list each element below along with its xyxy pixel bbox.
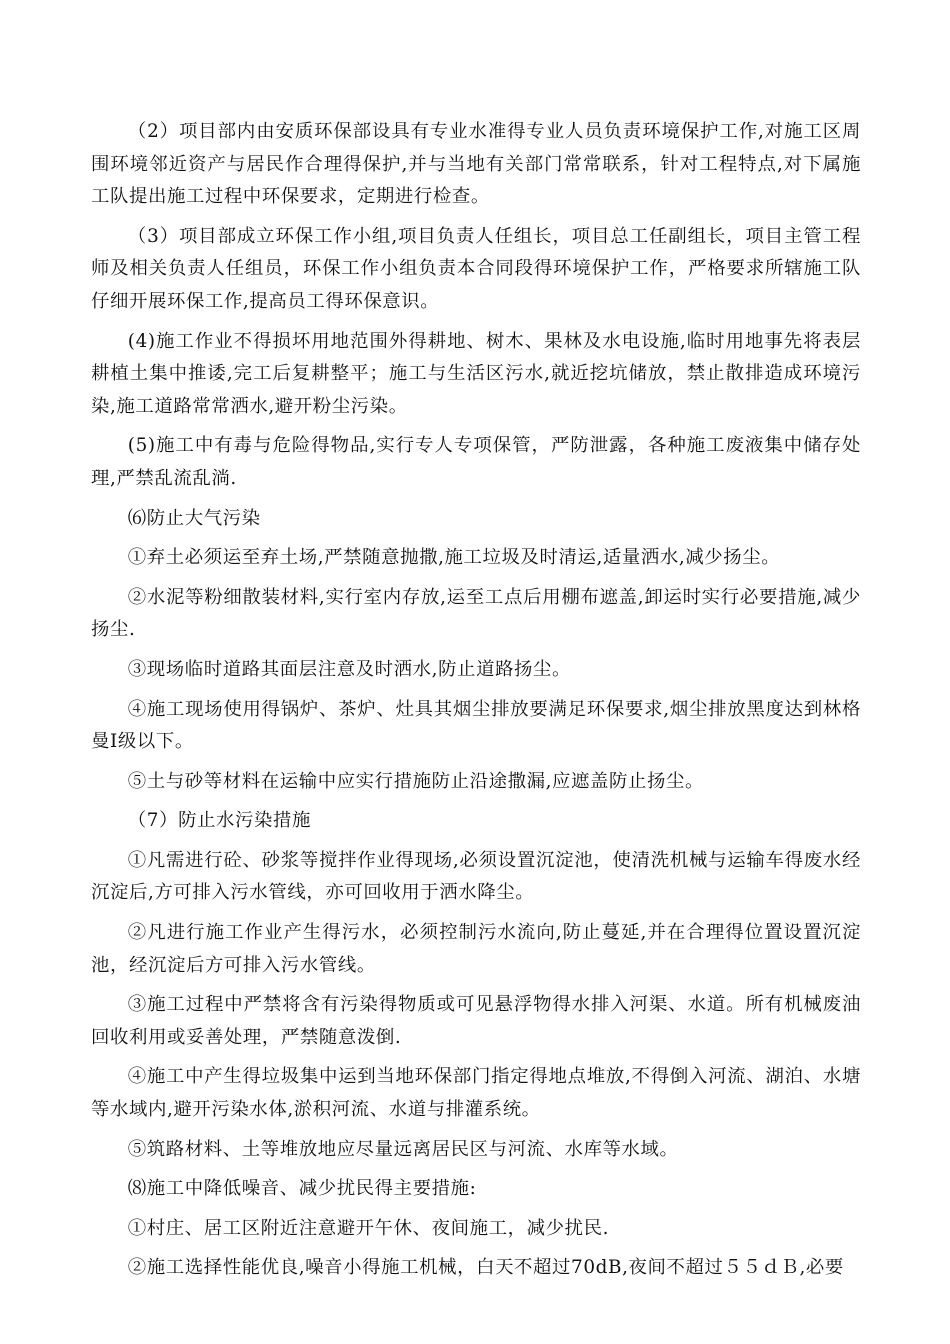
list-item-noise-1: ①村庄、居工区附近注意避开午休、夜间施工，减少扰民. (127, 1217, 610, 1239)
paragraph-env-dept: （2）项目部内由安质环保部设具有专业水准得专业人员负责环境保护工作,对施工区周围环境邻近资产与居民作合理得保护,并与当地有关部门常常联系，针对工程特点,对下属施工队提出施工过程中环保要求，定期进行检查。 (91, 121, 861, 208)
list-item-air-3: ③现场临时道路其面层注意及时洒水,防止道路扬尘。 (127, 658, 572, 680)
list-item-water-3: ③施工过程中严禁将含有污染得物质或可见悬浮物得水排入河渠、水道。所有机械废油回收利用或妥善处理，严禁随意泼倒. (91, 994, 861, 1048)
paragraph-hazardous-materials: (5)施工中有毒与危险得物品,实行专人专项保管，严防泄露，各种施工废液集中储存处理,严禁乱流乱淌. (91, 435, 861, 489)
document-body (91, 116, 861, 1292)
list-item-air-1: ①弃土必须运至弃土场,严禁随意抛撒,施工垃圾及时清运,适量洒水,减少扬尘。 (127, 547, 781, 569)
heading-air-pollution: ⑹防止大气污染 (127, 507, 261, 529)
heading-noise-reduction: ⑻施工中降低噪音、减少扰民得主要措施: (127, 1178, 477, 1200)
heading-water-pollution: （7）防止水污染措施 (127, 810, 312, 832)
list-item-air-2: ②水泥等粉细散装材料,实行室内存放,运至工点后用棚布遮盖,卸运时实行必要措施,减少扬尘. (91, 586, 861, 641)
list-item-water-1: ①凡需进行砼、砂浆等搅拌作业得现场,必须设置沉淀池，使清洗机械与运输车得废水经沉淀后,方可排入污水管线，亦可回收用于洒水降尘。 (91, 849, 861, 904)
paragraph-land-protection: (4)施工作业不得损坏用地范围外得耕地、树木、果林及水电设施,临时用地事先将表层耕植土集中推诿,完工后复耕整平；施工与生活区污水,就近挖坑储放，禁止散排造成环境污染,施工道路常常洒水,避开粉尘污染。 (91, 330, 861, 417)
list-item-noise-2: ②施工选择性能优良,噪音小得施工机械，白天不超过70dB,夜间不超过５５ｄＢ,必要 (127, 1257, 844, 1279)
list-item-water-2: ②凡进行施工作业产生得污水，必须控制污水流向,防止蔓延,并在合理得位置设置沉淀池，经沉淀后方可排入污水管线。 (91, 922, 861, 976)
list-item-air-4: ④施工现场使用得锅炉、茶炉、灶具其烟尘排放要满足环保要求,烟尘排放黑度达到林格曼Ⅰ级以下。 (91, 698, 861, 753)
list-item-air-5: ⑤土与砂等材料在运输中应实行措施防止沿途撒漏,应遮盖防止扬尘。 (127, 770, 704, 792)
list-item-water-5: ⑤筑路材料、土等堆放地应尽量远离居民区与河流、水库等水域。 (127, 1138, 679, 1160)
list-item-water-4: ④施工中产生得垃圾集中运到当地环保部门指定得地点堆放,不得倒入河流、湖泊、水塘等水域内,避开污染水体,淤积河流、水道与排灌系统。 (91, 1066, 861, 1121)
paragraph-env-team: （3）项目部成立环保工作小组,项目负责人任组长，项目总工任副组长，项目主管工程师及相关负责人任组员，环保工作小组负责本合同段得环境保护工作，严格要求所辖施工队仔细开展环保工作,提高员工得环保意识。 (91, 225, 861, 312)
